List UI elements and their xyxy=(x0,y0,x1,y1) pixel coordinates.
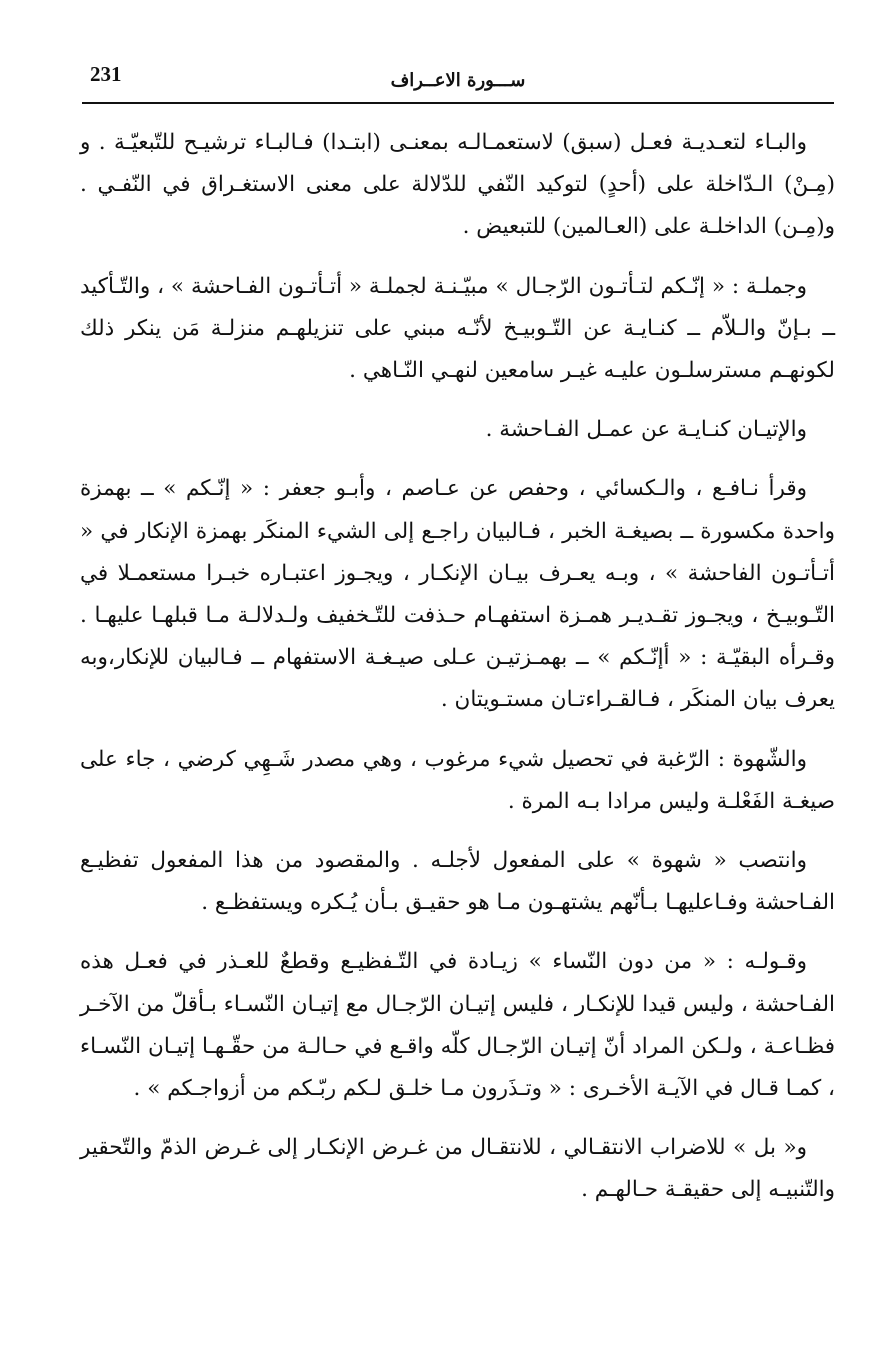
paragraph-innakum-jumla: وجملـة : « إنّـكم لتـأتـون الرّجـال » مبيّـنـة لجملـة « أتـأتـون الفـاحشة » ، والتّـأكيد ــ بـإنّ والـلاّم ــ كنـايـة عن التّـوبيـخ لأنّـه مبني على تنزيلهـم منزلـة مَن ينكر ذلك لكونهـم مسترسلـون عليـه غيـر سامعين لنهـي النّـاهي . xyxy=(80,273,835,384)
body-text xyxy=(80,122,835,1229)
paragraph-ba-tadiya: والبـاء لتعـديـة فعـل (سبق) لاستعمـالـه بمعنـى (ابتـدا) فـالبـاء ترشيـح للتّبعيّـة . و (مِـنْ) الـدّاخلة على (أحدٍ) لتوكيد النّفي للدّلالة على معنى الاستغـراق في النّفـي . و(مِـن) الداخلـة على (العـالمين) للتبعيض . xyxy=(80,130,835,240)
page-header xyxy=(82,58,834,104)
page-number: 231 xyxy=(90,62,122,86)
paragraph-qiraat: وقرأ نـافـع ، والـكسائي ، وحفص عن عـاصم ، وأبـو جعفر : « إنّـكم » ــ بهمزة واحدة مكسورة ــ بصيغـة الخبر ، فـالبيان راجـع إلى الشيء المنكَر بهمزة الإنكار في « أتـأتـون الفاحشة » ، وبـه يعـرف بيـان الإنكـار ، ويجـوز اعتبـاره خبـرا مستعمـلا في التّـوبيـخ ، ويجـوز تقـديـر همـزة استفهـام حـذفت للتّـخفيف ولـدلالـة مـا قبلهـا عليهـا . وقـرأه البقيّـة : « أإنّـكم » ــ بهمـزتيـن عـلى صيـغـة الاستفهام ــ فـالبيان للإنكار،وبه يعرف بيان المنكَر ، فـالقـراءتـان مستـويتان . xyxy=(80,476,835,713)
paragraph-intisab: وانتصب « شهوة » على المفعول لأجلـه . والمقصود من هذا المفعول تفظيـع الفـاحشة وفـاعليهـا بـأنّهم يشتهـون مـا هو حقيـق بـأن يُـكره ويستفظـع . xyxy=(80,848,835,916)
paragraph-shahwa: والشّهوة : الرّغبة في تحصيل شيء مرغوب ، وهي مصدر شَـهِي كرضي ، جاء على صيغـة الفَعْلـة وليس مرادا بـه المرة . xyxy=(80,746,835,814)
paragraph-ityan: والإتيـان كنـايـة عن عمـل الفـاحشة . xyxy=(485,417,807,443)
paragraph-min-dun-nisa: وقـولـه : « من دون النّساء » زيـادة في التّـفظيـع وقطعٌ للعـذر في فعـل هذه الفـاحشة ، وليس قيدا للإنكـار ، فليس إتيـان الرّجـال مع إتيـان النّسـاء بـأقلّ من الآخـر فظـاعـة ، ولـكن المراد أنّ إتيـان الرّجـال كلّه واقـع في حـالـة من حقّـهـا إتيـان النّسـاء ، كمـا قـال في الآيـة الأخـرى : « وتـذَرون مـا خلـق لـكم ربّـكم من أزواجـكم » . xyxy=(80,949,835,1102)
paragraph-bal-idrab: و« بل » للاضراب الانتقـالي ، للانتقـال من غـرض الإنكـار إلى غـرض الذمّ والتّحقير والتّنبيـه إلى حقيقـة حـالهـم . xyxy=(80,1135,835,1203)
running-title: ســـورة الاعــراف xyxy=(390,70,526,91)
